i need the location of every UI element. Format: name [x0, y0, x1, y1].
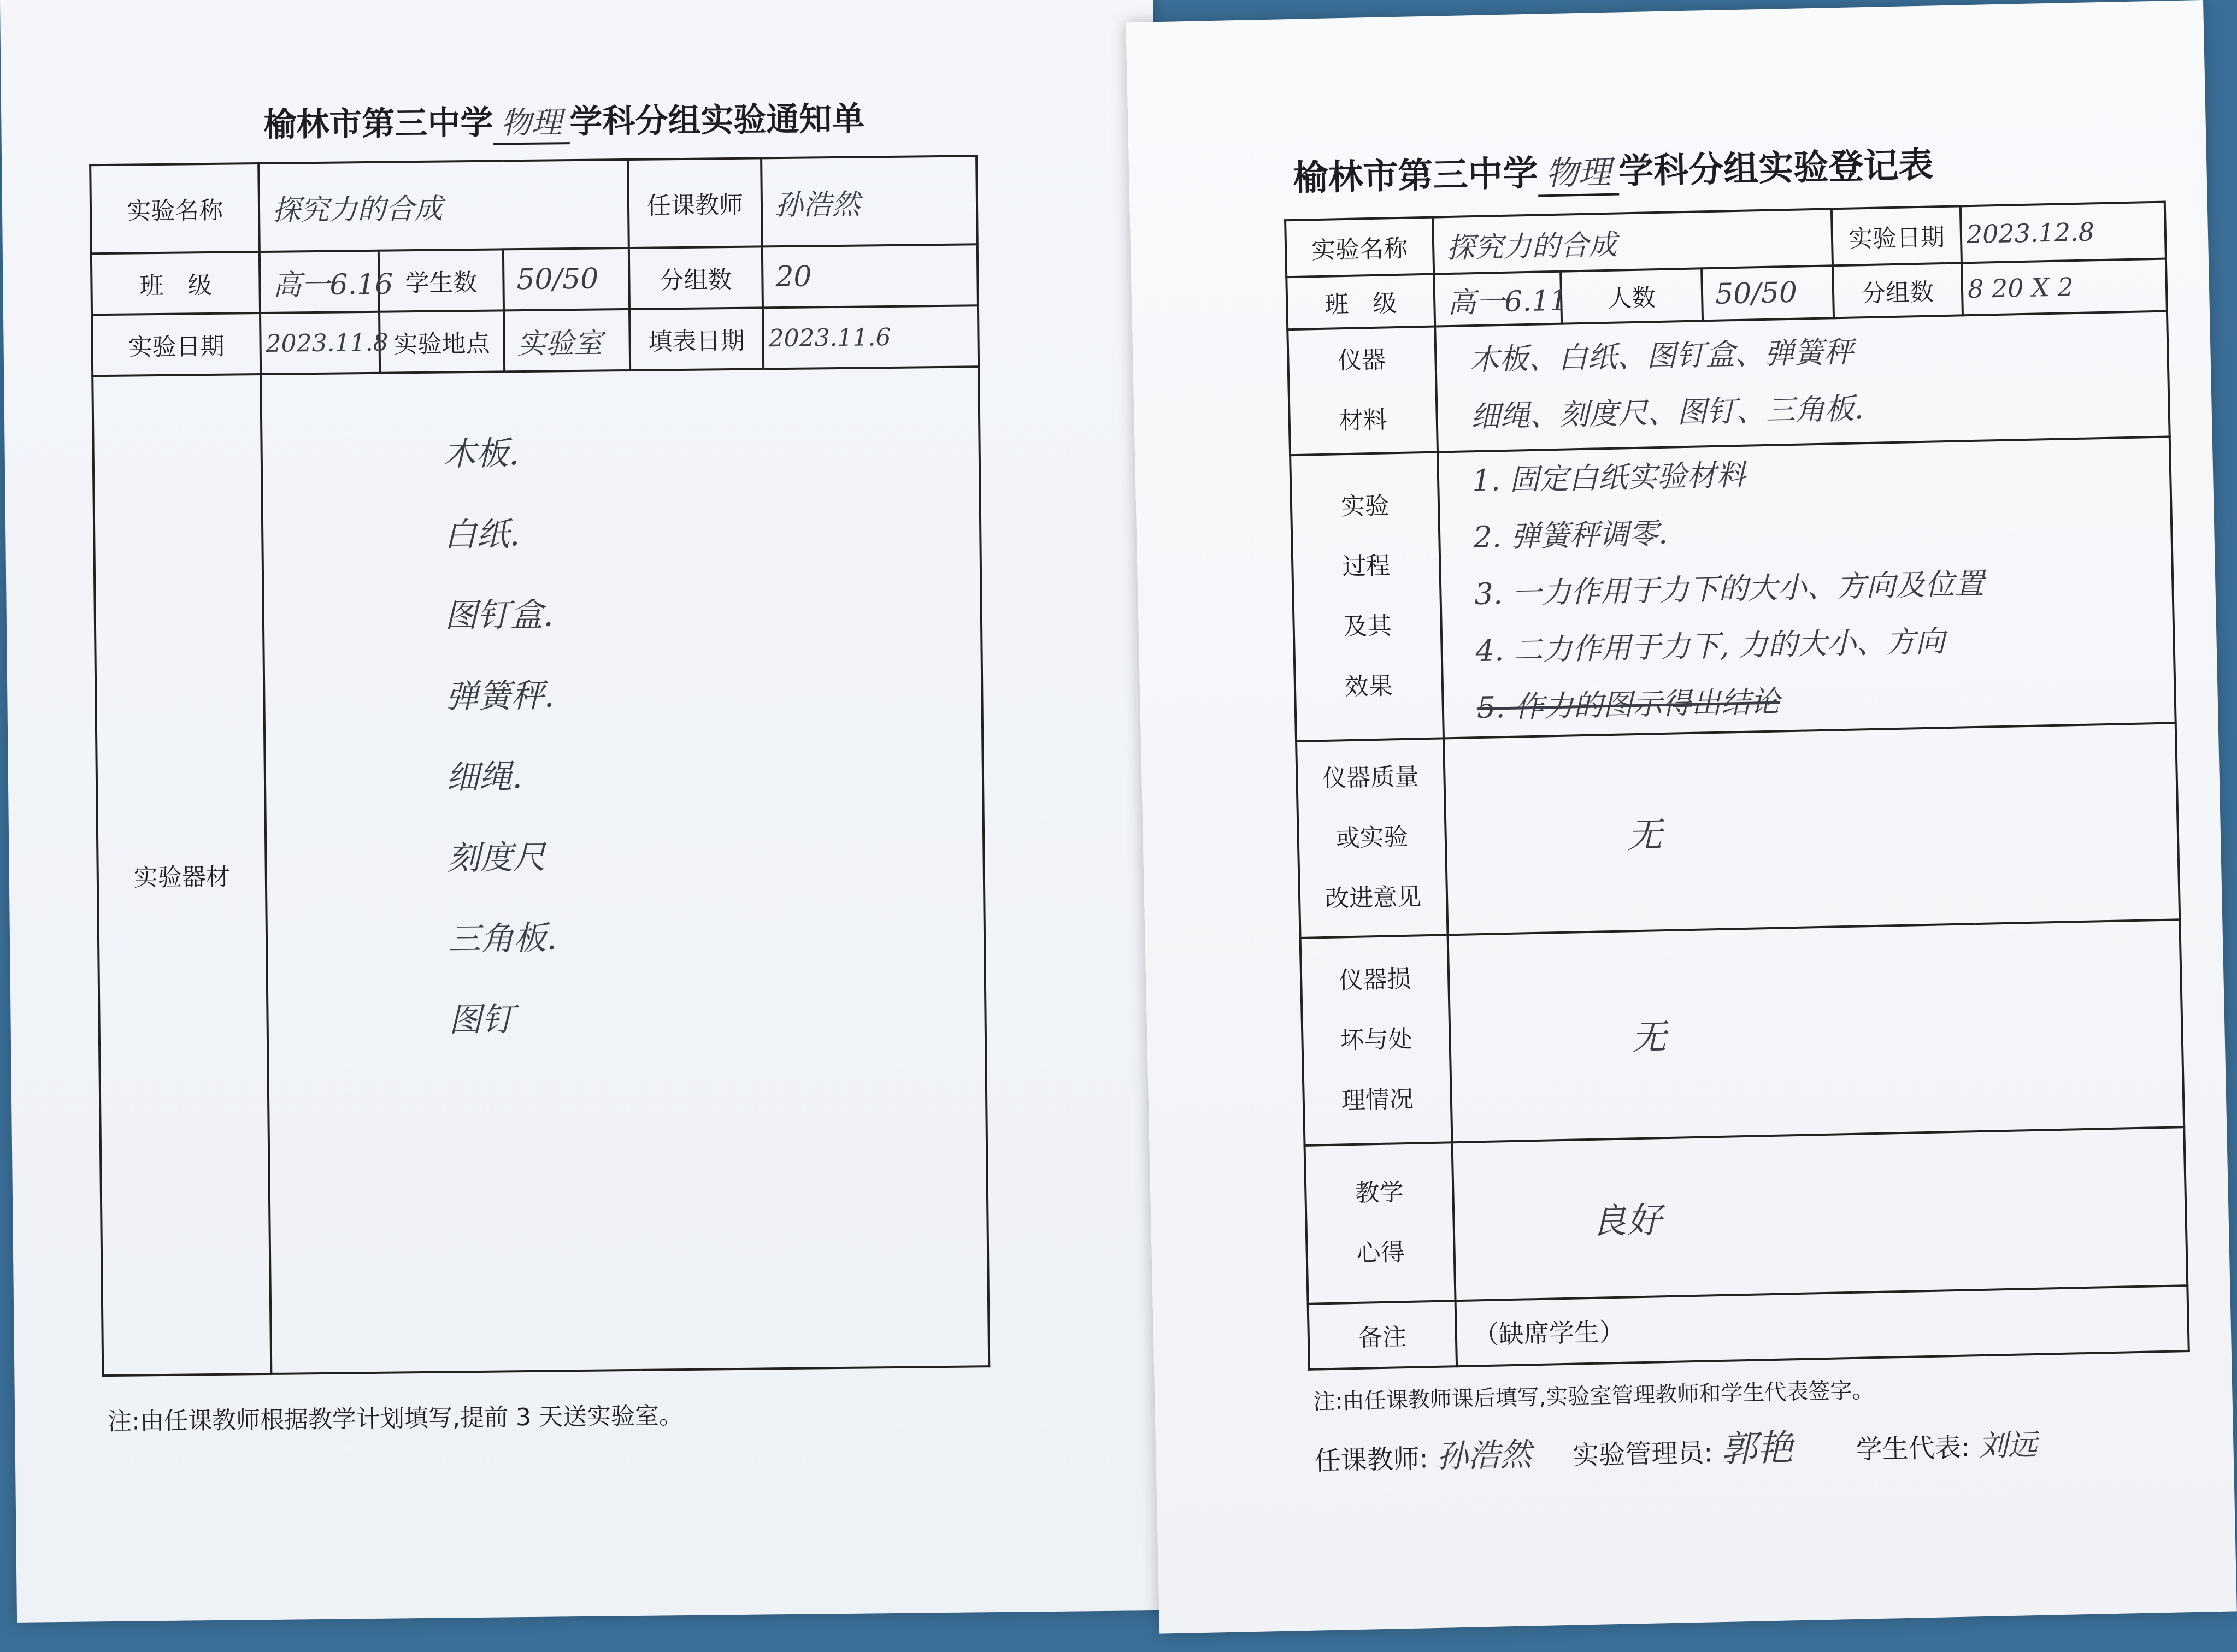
- label-group-count: 分组数: [629, 246, 763, 309]
- process-line: 2. 弹簧秤调零.: [1473, 516, 1668, 555]
- label-student-count: 学生数: [379, 249, 504, 311]
- label-teacher: 任课教师: [628, 158, 762, 248]
- label-equipment: 实验器材: [92, 374, 271, 1376]
- title-prefix: 榆林市第三中学: [263, 103, 493, 144]
- label-quality-line: 改进意见: [1324, 883, 1422, 913]
- equipment-item: 图钉盒.: [444, 595, 554, 635]
- equipment-item: 刻度尺: [447, 838, 546, 878]
- label-process-line: 效果: [1344, 672, 1393, 701]
- student-signature-label: 学生代表:: [1856, 1432, 1970, 1465]
- label-quality: [1296, 738, 1447, 938]
- label-experiment-date: 实验日期: [92, 313, 261, 376]
- label-reflection: [1305, 1142, 1456, 1304]
- label-class: 班 级: [91, 252, 260, 315]
- signature-row: [1314, 1413, 2038, 1480]
- value-remarks: （缺席学生）: [1456, 1285, 2189, 1366]
- register-form-sheet: [1126, 0, 2236, 1634]
- label-instruments: [1287, 327, 1438, 456]
- label-process-line: 过程: [1341, 552, 1391, 581]
- value-group-count: 8 20 X 2: [1962, 259, 2167, 316]
- label-damage-line: 仪器损: [1338, 965, 1411, 995]
- value-people: 50/50: [1702, 266, 1834, 321]
- label-reflection-line: 教学: [1355, 1178, 1404, 1207]
- label-group-count: 分组数: [1833, 263, 1963, 318]
- value-process: [1438, 436, 2176, 738]
- instruments-line: 细绳、刻度尺、图钉、三角板.: [1470, 391, 1864, 434]
- title-suffix: 学科分组实验登记表: [1618, 145, 1934, 192]
- value-student-count: 50/50: [503, 248, 629, 310]
- label-quality-line: 仪器质量: [1322, 763, 1419, 793]
- label-quality-line: 或实验: [1335, 823, 1409, 853]
- label-experiment-name: 实验名称: [1285, 217, 1434, 278]
- title-subject-handwritten: 物理: [1537, 146, 1619, 197]
- equipment-item: 三角板.: [448, 919, 557, 959]
- value-experiment-name: 探究力的合成: [258, 160, 629, 252]
- equipment-list: [443, 427, 558, 1075]
- label-process-line: 实验: [1340, 492, 1390, 521]
- value-reflection: 良好: [1452, 1127, 2187, 1301]
- value-experiment-date: 2023.12.8: [1961, 202, 2166, 263]
- value-experiment-date: 2023.11.8: [260, 312, 380, 374]
- value-experiment-name: 探究力的合成: [1433, 209, 1833, 274]
- title-prefix: 榆林市第三中学: [1292, 153, 1539, 199]
- process-line: 4. 二力作用于力下, 力的大小、方向: [1475, 624, 1946, 669]
- value-class: 高一6.11: [1434, 272, 1562, 327]
- value-teacher: 孙浩然: [761, 156, 978, 246]
- label-process-line: 及其: [1343, 612, 1392, 641]
- value-fill-date: 2023.11.6: [763, 305, 979, 369]
- label-reflection-line: 心得: [1356, 1238, 1405, 1267]
- equipment-item: 白纸.: [443, 515, 520, 554]
- equipment-item: 图钉: [449, 1000, 515, 1040]
- process-line: 1. 固定白纸实验材料: [1471, 457, 1746, 498]
- value-damage: 无: [1448, 919, 2185, 1142]
- value-quality: 无: [1444, 723, 2180, 935]
- value-group-count: 20: [762, 244, 978, 308]
- notice-form-title: [263, 92, 865, 148]
- process-line: 3. 一力作用于力下的大小、方向及位置: [1474, 566, 1985, 612]
- label-damage-line: 坏与处: [1340, 1025, 1413, 1055]
- value-class: 高一6.16: [260, 251, 379, 313]
- label-instruments-line: 材料: [1339, 406, 1388, 435]
- label-experiment-date: 实验日期: [1832, 206, 1962, 266]
- label-people: 人数: [1561, 268, 1703, 323]
- instruments-line: 木板、白纸、图钉盒、弹簧秤: [1469, 334, 1854, 377]
- label-experiment-name: 实验名称: [90, 163, 260, 253]
- admin-signature-label: 实验管理员:: [1572, 1437, 1714, 1471]
- teacher-signature-label: 任课教师:: [1314, 1443, 1429, 1477]
- title-suffix: 学科分组实验通知单: [569, 99, 865, 141]
- process-line: 5. 作力的图示得出结论: [1476, 684, 1781, 725]
- label-instruments-line: 仪器: [1337, 346, 1387, 375]
- register-footnote: 注:由任课教师课后填写,实验室管理教师和学生代表签字。: [1312, 1378, 1874, 1415]
- register-form-table: [1284, 201, 2190, 1371]
- equipment-item: 弹簧秤.: [445, 676, 555, 716]
- label-damage: [1300, 935, 1452, 1146]
- teacher-signature: 孙浩然: [1436, 1436, 1532, 1475]
- label-fill-date: 填表日期: [629, 308, 763, 370]
- value-location: 实验室: [504, 309, 630, 371]
- label-class: 班 级: [1286, 274, 1435, 330]
- label-remarks: 备注: [1308, 1301, 1457, 1370]
- notice-form-table: [89, 155, 990, 1377]
- notice-footnote: 注:由任课教师根据教学计划填写,提前 3 天送实验室。: [107, 1402, 684, 1436]
- label-location: 实验地点: [379, 310, 504, 373]
- equipment-item: 木板.: [443, 434, 520, 474]
- value-instruments: [1435, 311, 2170, 452]
- student-signature: 刘远: [1977, 1427, 2038, 1464]
- title-subject-handwritten: 物理: [493, 98, 570, 145]
- equipment-cell: [261, 367, 989, 1374]
- label-process: [1290, 452, 1444, 742]
- register-form-title: [1292, 137, 1934, 202]
- admin-signature: 郭艳: [1720, 1426, 1794, 1471]
- equipment-item: 细绳.: [446, 758, 523, 797]
- label-damage-line: 理情况: [1341, 1085, 1414, 1115]
